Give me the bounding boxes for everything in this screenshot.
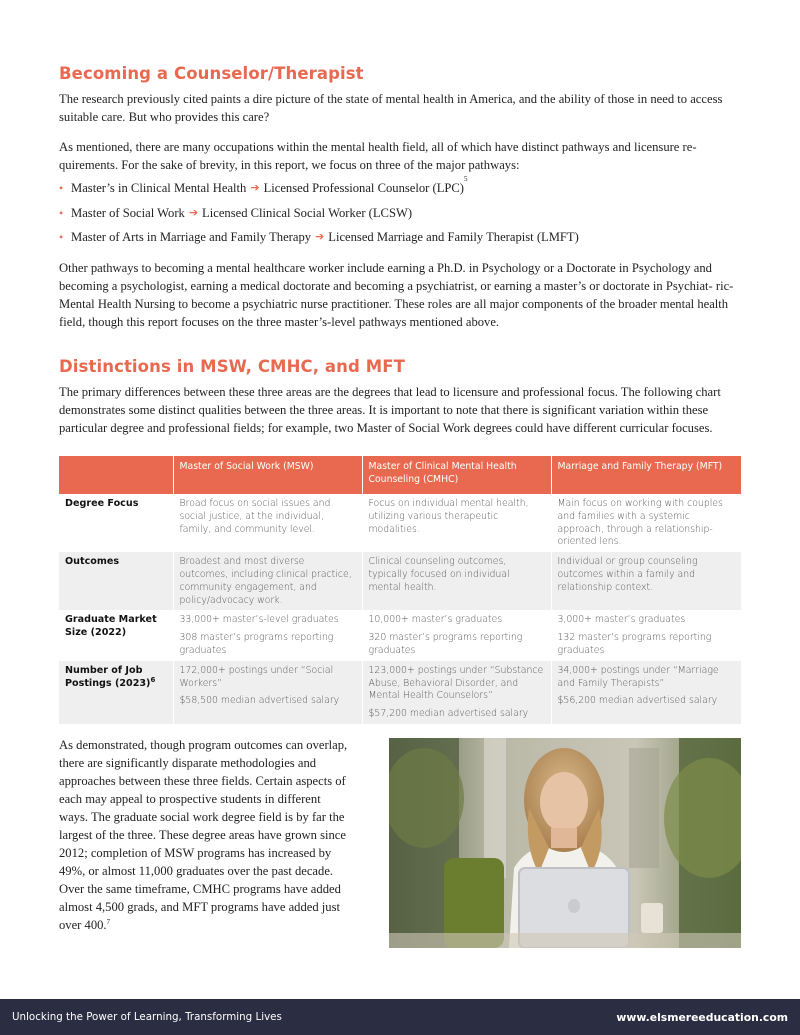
cell-line: 320 master’s programs reporting graduates (368, 632, 523, 656)
pathway-degree: Master of Arts in Marriage and Family Therapy (71, 230, 312, 244)
table-cell: Focus on individual mental health, utilizing various therapeutic modalities. (362, 494, 551, 552)
intro-paragraph: The research previously cited paints a dire picture of the state of mental health in America, and the ability of those in need to access suitable care. But who provides this care? (59, 92, 723, 124)
table-cell: Broad focus on social issues and social justice, at the individual, family, and community level. (173, 494, 362, 552)
cell-line: 33,000+ master’s-level graduates (179, 614, 339, 626)
cell-line: 34,000+ postings under “Marriage and Family Therapists” (557, 664, 719, 689)
section-heading-distinctions: Distinctions in MSW, CMHC, and MFT (59, 357, 405, 376)
pathway-license: Licensed Professional Counselor (LPC) (263, 181, 464, 195)
table-cell: Clinical counseling outcomes, typically focused on individual mental health. (362, 552, 551, 610)
bullet-icon: • (59, 181, 64, 195)
other-pathways-paragraph: Other pathways to becoming a mental healthcare worker include earning a Ph.D. in Psychology or a Doctorate in Psychology and becoming a psychologist, earning a medical doctorate and becoming a psychiatrist, or earning a master’s or doctorate in Psychiat- ric-Mental Health Nursing to become a psychiatric nurse practitioner. These roles are all major components of the broader mental health field, though this report focuses on the three master’s-level pathways mentioned above. (59, 261, 734, 329)
summary-text: As demonstrated, though program outcomes can overlap, there are significantly disparate methodologies and approaches between these three fields. Certain aspects of each may appeal to prospective students in different ways. The graduate social work degree field is by far the largest of the three. These degree areas have grown since 2012; completion of MSW programs has increased by 49%, or almost 11,000 graduates over the past decade. Over the same timeframe, CMHC programs have added almost 4,500 grads, and MFT programs have added just over 400. (59, 738, 348, 932)
table-row (59, 610, 741, 660)
cell-line: 172,000+ postings under “Social Workers” (179, 664, 334, 689)
table-cell: Individual or group counseling outcomes within a family and relationship context. (551, 552, 741, 610)
table-row (59, 661, 741, 724)
pathway-degree: Master’s in Clinical Mental Health (71, 181, 247, 195)
row-header-degree-focus: Degree Focus (65, 498, 139, 509)
cell-line: 3,000+ master’s graduates (557, 614, 686, 626)
footer-tagline: Unlocking the Power of Learning, Transforming Lives (12, 1011, 282, 1023)
photo-illustration (389, 738, 741, 948)
arrow-right-icon: ➔ (188, 205, 199, 219)
row-header-outcomes: Outcomes (59, 552, 173, 610)
pathways-intro-paragraph: As mentioned, there are many occupations within the mental health field, all of which have distinct pathways and licensure re- quirements. For the sake of brevity, in this report, we focus on three of the major pathways: (59, 140, 697, 172)
table-cell: Main focus on working with couples and families with a systemic approach, through a relationship-oriented lens. (551, 494, 741, 552)
list-item (59, 204, 579, 229)
table-cell (362, 610, 551, 660)
pathway-list (59, 175, 579, 253)
list-item (59, 228, 579, 253)
arrow-right-icon: ➔ (250, 181, 260, 194)
column-header-cmhc: Master of Clinical Mental Health Counseling (CMHC) (362, 456, 551, 494)
table-cell (551, 610, 741, 660)
cell-line: 123,000+ postings under “Substance Abuse, Behavioral Disorder, and Mental Health Counselors” (368, 664, 544, 702)
table-header-row (59, 456, 741, 494)
distinctions-paragraph: The primary differences between these three areas are the degrees that lead to licensure and professional focus. The following chart demonstrates some distinct qualities between the three areas. It is important to note that there is significant variation within these particular degree and professional fields; for example, two Master of Social Work degrees could have different curricular focuses. (59, 385, 721, 435)
table-cell (173, 661, 362, 724)
row-header-job-postings (59, 661, 173, 724)
pathway-license: Licensed Clinical Social Worker (LCSW) (202, 205, 413, 220)
bullet-icon: • (59, 205, 64, 220)
row-header-label: Number of Job Postings (2023) (65, 664, 151, 689)
pathway-license: Licensed Marriage and Family Therapist (LMFT) (328, 230, 579, 244)
cell-line: 308 master’s programs reporting graduates (179, 632, 334, 656)
cell-line: $57,200 median advertised salary (368, 708, 529, 720)
table-corner-cell (59, 456, 173, 494)
cell-line: 10,000+ master’s graduates (368, 614, 503, 626)
table-row (59, 494, 741, 552)
list-item: • Master’s in Clinical Mental Health ➔ Licensed Professional Counselor (LPC) 5 (59, 175, 468, 195)
table-cell (551, 661, 741, 724)
comparison-table (59, 456, 741, 724)
table-row (59, 552, 741, 610)
table-cell (173, 610, 362, 660)
section-heading-counselor: Becoming a Counselor/Therapist (59, 64, 364, 83)
cell-line: $56,200 median advertised salary (557, 695, 718, 707)
table-cell (362, 661, 551, 724)
summary-paragraph (59, 736, 351, 934)
cell-line: 132 master’s programs reporting graduates (557, 632, 712, 656)
arrow-right-icon: ➔ (315, 230, 325, 243)
pathway-degree: Master of Social Work (71, 205, 185, 220)
footnote-marker: 7 (106, 917, 111, 926)
column-header-mft: Marriage and Family Therapy (MFT) (551, 456, 741, 494)
column-header-msw: Master of Social Work (MSW) (173, 456, 362, 494)
footnote-marker: 6 (150, 675, 156, 684)
table-cell: Broadest and most diverse outcomes, including clinical practice, community engagement, and policy/advocacy work. (173, 552, 362, 610)
bullet-icon: • (59, 230, 64, 244)
woman-with-laptop-photo (389, 738, 741, 948)
footer-website-link[interactable]: www.elsmereeducation.com (616, 1010, 788, 1024)
cell-line: $58,500 median advertised salary (179, 695, 340, 707)
row-header-market-size: Graduate Market Size (2022) (65, 614, 157, 639)
page-footer (0, 999, 800, 1035)
